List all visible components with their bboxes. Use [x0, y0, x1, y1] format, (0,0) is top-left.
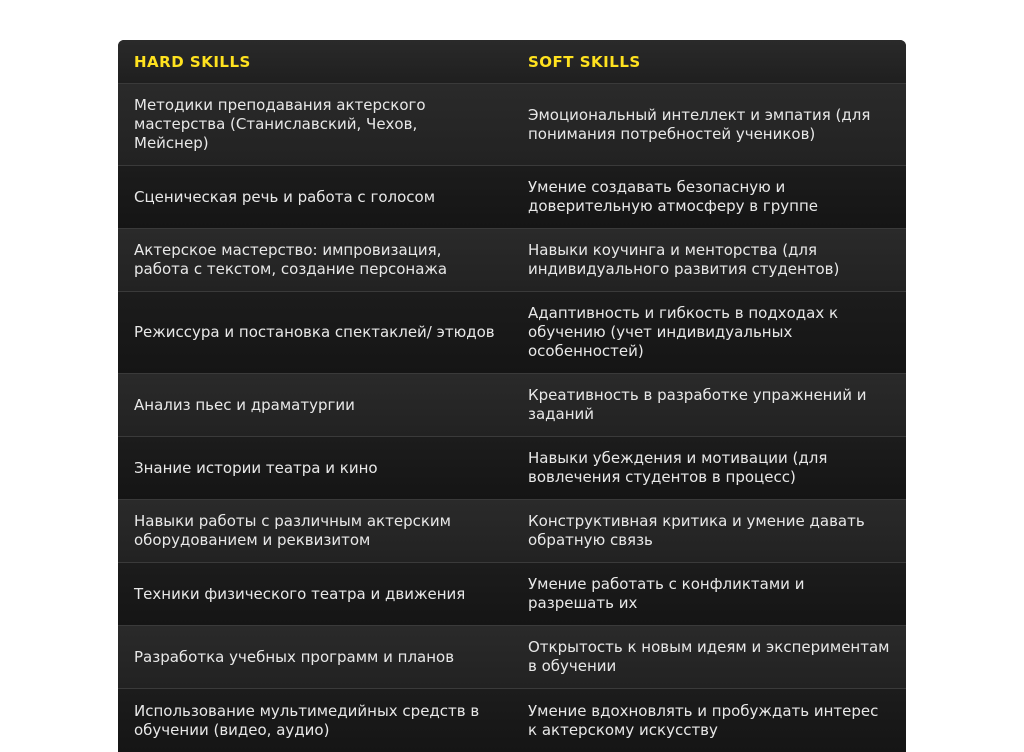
hard-skill-cell: Сценическая речь и работа с голосом [134, 187, 436, 206]
table-row [118, 500, 906, 563]
hard-skill-cell: Режиссура и постановка спектаклей/ этюдов [134, 323, 495, 341]
hard-skill-cell: Навыки работы с различным актерским оборудованием и реквизитом [134, 512, 451, 549]
soft-skill-cell: Конструктивная критика и умение давать обратную связь [528, 512, 865, 549]
table-row [118, 689, 906, 752]
header-hard-skills: HARD SKILLS [134, 52, 251, 71]
table-header [118, 40, 906, 84]
soft-skill-cell: Умение вдохновлять и пробуждать интерес к актерскому искусству [528, 701, 879, 739]
hard-skill-cell: Анализ пьес и драматургии [134, 395, 355, 414]
soft-skill-cell: Умение работать с конфликтами и разрешать их [528, 575, 805, 612]
soft-skill-cell: Эмоциональный интеллект и эмпатия (для понимания потребностей учеников) [528, 105, 871, 143]
table-row [118, 563, 906, 626]
table-row [118, 292, 906, 374]
table-row [118, 229, 906, 292]
soft-skill-cell: Открытость к новым идеям и экспериментам в обучении [528, 638, 890, 675]
soft-skill-cell: Навыки убеждения и мотивации (для вовлечения студентов в процесс) [528, 449, 828, 486]
table-row [118, 437, 906, 500]
table-row [118, 166, 906, 229]
table-row [118, 84, 906, 166]
soft-skill-cell: Креативность в разработке упражнений и заданий [528, 386, 867, 423]
hard-skill-cell: Знание истории театра и кино [134, 458, 378, 477]
hard-skill-cell: Актерское мастерство: импровизация, работа с текстом, создание персонажа [134, 241, 448, 278]
header-soft-skills: SOFT SKILLS [528, 52, 641, 71]
soft-skill-cell: Адаптивность и гибкость в подходах к обучению (учет индивидуальных особенностей) [528, 304, 839, 360]
hard-skill-cell: Техники физического театра и движения [134, 584, 466, 603]
hard-skill-cell: Методики преподавания актерского мастерства (Станиславский, Чехов, Мейснер) [134, 96, 426, 152]
table-row [118, 626, 906, 689]
hard-skill-cell: Использование мультимедийных средств в обучении (видео, аудио) [134, 701, 480, 739]
table-row [118, 374, 906, 437]
soft-skill-cell: Навыки коучинга и менторства (для индивидуального развития студентов) [528, 241, 840, 278]
hard-skill-cell: Разработка учебных программ и планов [134, 647, 455, 666]
soft-skill-cell: Умение создавать безопасную и доверительную атмосферу в группе [528, 178, 818, 215]
skills-table [118, 40, 906, 752]
